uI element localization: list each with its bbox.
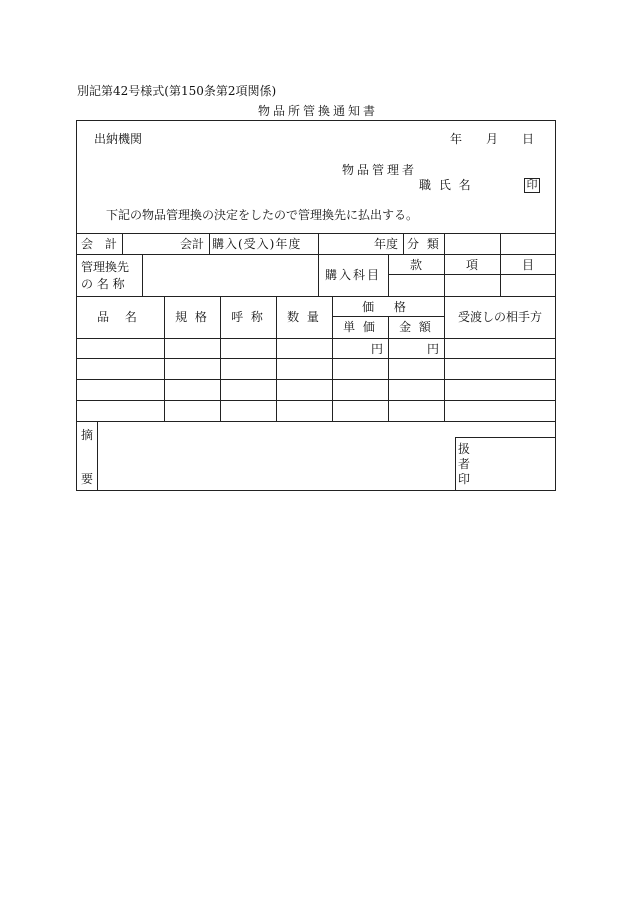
rule-handler-box	[455, 437, 556, 438]
kan-label: 款	[409, 258, 422, 272]
dest-label-line1: 管理換先	[81, 260, 130, 274]
col-call-name: 呼 称	[231, 310, 265, 324]
day-label: 日	[522, 132, 535, 146]
vrule-remarks	[97, 421, 98, 491]
rule-top-section	[76, 233, 556, 234]
rule-row2	[76, 296, 556, 297]
vrule-col-price	[332, 296, 333, 421]
unit-price-yen: 円	[371, 342, 384, 356]
rule-kan-header	[388, 274, 556, 275]
dest-label-line2: の 名 称	[81, 277, 125, 291]
issuer-label: 出納機関	[94, 132, 143, 146]
vrule-r1-d	[403, 233, 404, 254]
moku-label: 目	[521, 258, 534, 272]
rule-data-3	[76, 400, 556, 401]
name-label: 職 氏 名	[419, 178, 473, 192]
col-price: 価 格	[362, 300, 414, 314]
kou-label: 項	[465, 258, 478, 272]
handler-char-3: 印	[458, 472, 471, 486]
rule-row1	[76, 254, 556, 255]
statement-text: 下記の物品管理換の決定をしたので管理換先に払出する。	[106, 208, 419, 222]
rule-data-2	[76, 379, 556, 380]
col-quantity: 数 量	[287, 310, 321, 324]
vrule-handler	[455, 437, 456, 491]
vrule-r1-c	[318, 233, 319, 254]
vrule-r1-b	[209, 233, 210, 254]
rule-header-row	[76, 338, 556, 339]
vrule-r1-a	[122, 233, 123, 254]
col-amount: 金 額	[399, 320, 433, 334]
nendo-suffix: 年度	[374, 237, 399, 251]
rule-data-4	[76, 421, 556, 422]
month-label: 月	[486, 132, 499, 146]
col-spec: 規 格	[175, 310, 209, 324]
seal-box: 印	[524, 178, 540, 193]
kaikei-suffix: 会計	[180, 237, 205, 251]
vrule-r1-f	[500, 233, 501, 254]
form-frame	[76, 120, 556, 491]
form-reference: 別記第42号様式(第150条第2項関係)	[77, 84, 277, 98]
handler-char-2: 者	[458, 457, 471, 471]
manager-label: 物品管理者	[342, 163, 418, 177]
year-label: 年	[450, 132, 463, 146]
col-item-name: 品 名	[97, 310, 143, 324]
remarks-char-2: 要	[81, 472, 94, 486]
vrule-r2-a	[142, 254, 143, 296]
rule-data-1	[76, 358, 556, 359]
form-title: 物品所管換通知書	[257, 104, 378, 118]
purchase-year-label: 購入(受入)年度	[212, 237, 302, 251]
col-unit-price: 単 価	[343, 320, 377, 334]
handler-char-1: 扱	[458, 442, 471, 456]
amount-yen: 円	[427, 342, 440, 356]
bunrui-label: 分 類	[407, 237, 441, 251]
purchase-subject-label: 購入科目	[324, 268, 381, 282]
kaikei-label: 会 計	[81, 237, 121, 251]
col-recipient: 受渡しの相手方	[457, 310, 542, 324]
remarks-char-1: 摘	[81, 428, 94, 442]
vrule-r1-e	[444, 233, 445, 254]
